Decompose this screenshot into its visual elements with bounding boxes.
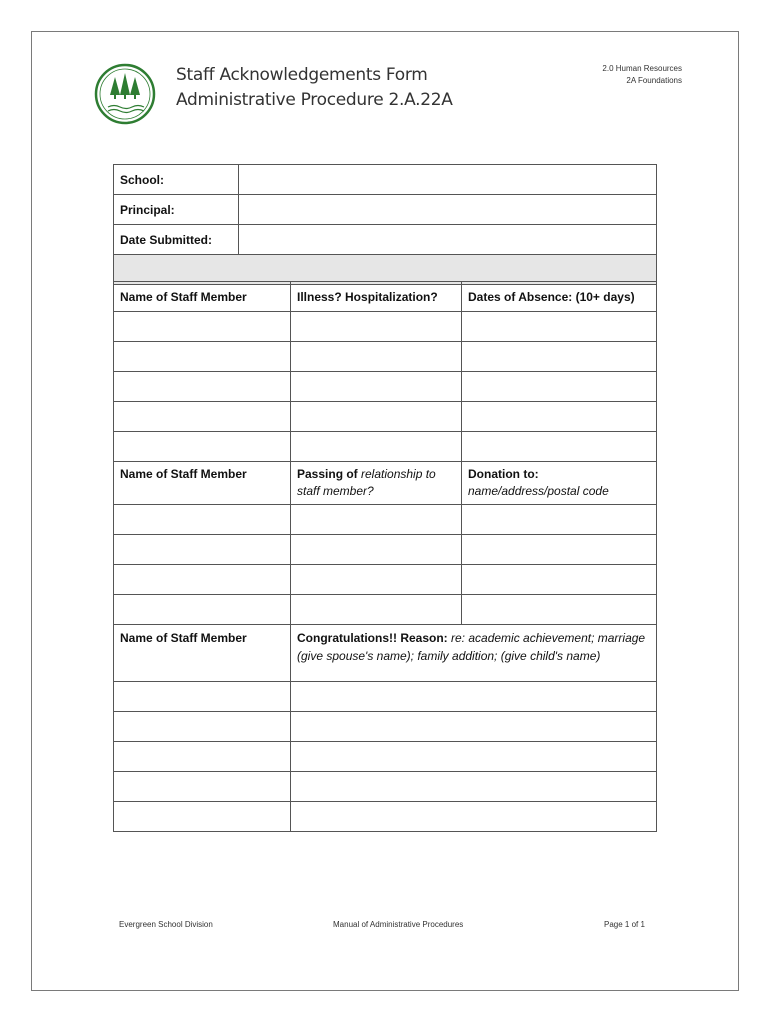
form-title — [176, 63, 453, 113]
illness-reason-header: Illness? Hospitalization? — [291, 282, 462, 312]
table-row — [114, 742, 657, 772]
donation-header — [462, 462, 657, 505]
cell[interactable] — [291, 712, 657, 742]
cell[interactable] — [291, 802, 657, 832]
section-line-2: 2A Foundations — [626, 76, 682, 85]
congrats-end: ) — [596, 649, 601, 663]
cell[interactable] — [114, 372, 291, 402]
title-line-1: Staff Acknowledgements Form — [176, 65, 428, 85]
cell[interactable] — [462, 565, 657, 595]
cell[interactable] — [462, 372, 657, 402]
date-submitted-field[interactable] — [239, 225, 657, 255]
cell[interactable] — [291, 595, 462, 625]
absence-dates-header: Dates of Absence: (10+ days) — [462, 282, 657, 312]
table-row — [114, 565, 657, 595]
title-line-2: Administrative Procedure 2.A.22A — [176, 90, 453, 110]
table-row — [114, 432, 657, 462]
cell[interactable] — [114, 402, 291, 432]
acknowledgements-table — [113, 281, 657, 832]
cell[interactable] — [291, 312, 462, 342]
cell[interactable] — [291, 432, 462, 462]
cell[interactable] — [114, 712, 291, 742]
table-row — [114, 772, 657, 802]
cell[interactable] — [291, 565, 462, 595]
shaded-divider-row — [114, 255, 657, 285]
cell[interactable] — [462, 432, 657, 462]
table-row — [114, 595, 657, 625]
table-row — [114, 402, 657, 432]
cell[interactable] — [114, 682, 291, 712]
table-row — [114, 802, 657, 832]
cell[interactable] — [291, 742, 657, 772]
table-row — [114, 342, 657, 372]
principal-field[interactable] — [239, 195, 657, 225]
cell[interactable] — [462, 505, 657, 535]
cell[interactable] — [114, 342, 291, 372]
cell[interactable] — [114, 742, 291, 772]
table-row — [114, 712, 657, 742]
donation-italic: name/address/postal code — [468, 484, 609, 498]
passing-italic: relationship to staff member? — [297, 467, 436, 498]
cell[interactable] — [291, 342, 462, 372]
table-row — [114, 682, 657, 712]
cell[interactable] — [291, 372, 462, 402]
section-line-1: 2.0 Human Resources — [602, 64, 682, 73]
passing-name-header: Name of Staff Member — [114, 462, 291, 505]
cell[interactable] — [114, 312, 291, 342]
congrats-name-header: Name of Staff Member — [114, 625, 291, 682]
cell[interactable] — [291, 772, 657, 802]
cell[interactable] — [462, 312, 657, 342]
footer-right: Page 1 of 1 — [604, 920, 645, 929]
cell[interactable] — [462, 595, 657, 625]
table-row — [114, 535, 657, 565]
cell[interactable] — [114, 565, 291, 595]
cell[interactable] — [462, 402, 657, 432]
table-row — [114, 505, 657, 535]
cell[interactable] — [291, 505, 462, 535]
cell[interactable] — [114, 772, 291, 802]
congrats-reason-header — [291, 625, 657, 682]
donation-bold: Donation to: — [468, 467, 539, 481]
footer-center: Manual of Administrative Procedures — [333, 920, 464, 929]
principal-label: Principal: — [114, 195, 239, 225]
cell[interactable] — [291, 682, 657, 712]
cell[interactable] — [291, 402, 462, 432]
cell[interactable] — [114, 432, 291, 462]
cell[interactable] — [291, 535, 462, 565]
table-row — [114, 372, 657, 402]
cell[interactable] — [114, 535, 291, 565]
school-division-logo — [94, 63, 156, 125]
cell[interactable] — [462, 535, 657, 565]
cell[interactable] — [114, 802, 291, 832]
school-field[interactable] — [239, 165, 657, 195]
illness-name-header: Name of Staff Member — [114, 282, 291, 312]
info-table — [113, 164, 657, 285]
passing-relationship-header — [291, 462, 462, 505]
date-submitted-label: Date Submitted: — [114, 225, 239, 255]
cell[interactable] — [114, 505, 291, 535]
school-label: School: — [114, 165, 239, 195]
section-tag — [602, 63, 682, 87]
congrats-bold: Congratulations!! Reason: — [297, 631, 452, 645]
congrats-italic: re: academic achievement; marriage (give spouse's name); family addition; (give child's name — [297, 631, 646, 663]
footer-left: Evergreen School Division — [119, 920, 213, 929]
table-row — [114, 312, 657, 342]
passing-bold: Passing of — [297, 467, 362, 481]
cell[interactable] — [462, 342, 657, 372]
cell[interactable] — [114, 595, 291, 625]
